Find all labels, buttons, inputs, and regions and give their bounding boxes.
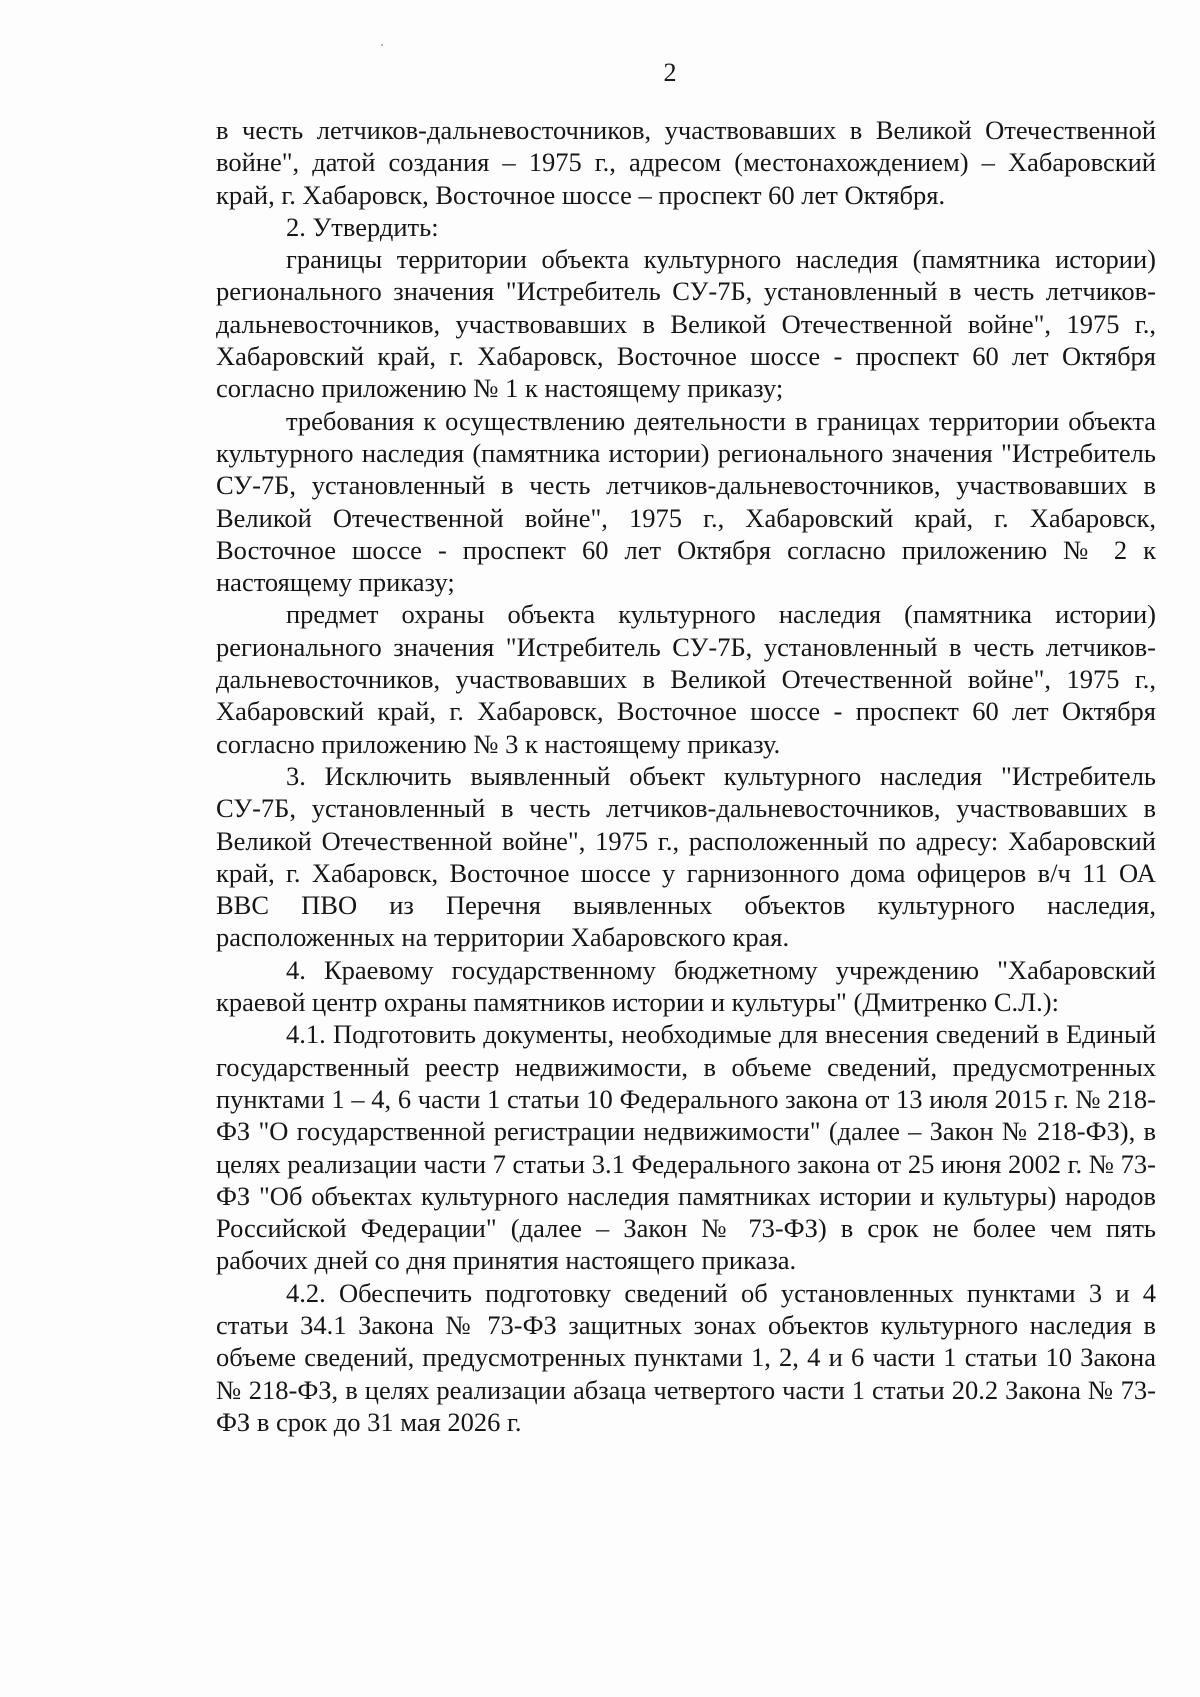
paragraph-item-4-2: 4.2. Обеспечить подготовку сведений об установленных пунктами 3 и 4 статьи 34.1 Закона № 73-ФЗ защитных зонах объектов культурного наследия в объеме сведений, предусмотренных пунктами 1, 2, 4 и 6 части 1 статьи 10 Закона № 218-ФЗ, в целях реализации абзаца четвертого части 1 статьи 20.2 Закона № 73-ФЗ в срок до 31 мая 2026 г. (216, 1277, 1156, 1437)
paragraph-continuation: в честь летчиков-дальневосточников, участвовавших в Великой Отечественной войне", датой создания – 1975 г., адресом (местонахождением) – Хабаровский край, г. Хабаровск, Восточное шоссе – проспект 60 лет Октября. (216, 115, 1156, 210)
document-body (216, 114, 1156, 1438)
paragraph-item-2: 2. Утвердить: (286, 211, 439, 242)
page-number: 2 (663, 58, 677, 87)
scan-speck (381, 44, 383, 46)
paragraph-item-4: 4. Краевому государственному бюджетному учреждению "Хабаровский краевой центр охраны памятников истории и культуры" (Дмитренко С.Л.): (216, 954, 1156, 1018)
paragraph-requirements: требования к осуществлению деятельности в границах территории объекта культурного наследия (памятника истории) регионального значения "Истребитель СУ-7Б, установленный в честь летчиков-дальневосточников, участвовавших в Великой Отечественной войне", 1975 г., Хабаровский край, г. Хабаровск, Восточное шоссе - проспект 60 лет Октября согласно приложению № 2 к настоящему приказу; (216, 405, 1156, 598)
paragraph-item-3: 3. Исключить выявленный объект культурного наследия "Истребитель СУ-7Б, установленный в честь летчиков-дальневосточников, участвовавших в Великой Отечественной войне", 1975 г., расположенный по адресу: Хабаровский край, г. Хабаровск, Восточное шоссе у гарнизонного дома офицеров в/ч 11 ОА ВВС ПВО из Перечня выявленных объектов культурного наследия, расположенных на территории Хабаровского края. (216, 760, 1156, 953)
paragraph-boundaries: границы территории объекта культурного наследия (памятника истории) регионального значения "Истребитель СУ-7Б, установленный в честь летчиков-дальневосточников, участвовавших в Великой Отечественной войне", 1975 г., Хабаровский край, г. Хабаровск, Восточное шоссе - проспект 60 лет Октября согласно приложению № 1 к настоящему приказу; (216, 244, 1156, 404)
paragraph-item-4-1: 4.1. Подготовить документы, необходимые для внесения сведений в Единый государственный реестр недвижимости, в объеме сведений, предусмотренных пунктами 1 – 4, 6 части 1 статьи 10 Федерального закона от 13 июля 2015 г. № 218-ФЗ "О государственной регистрации недвижимости" (далее – Закон № 218-ФЗ), в целях реализации части 7 статьи 3.1 Федерального закона от 25 июня 2002 г. № 73-ФЗ "Об объектах культурного наследия памятниках истории и культуры) народов Российской Федерации" (далее – Закон № 73-ФЗ) в срок не более чем пять рабочих дней со дня принятия настоящего приказа. (216, 1019, 1156, 1276)
paragraph-protection-subject: предмет охраны объекта культурного наследия (памятника истории) регионального значения "Истребитель СУ-7Б, установленный в честь летчиков-дальневосточников, участвовавших в Великой Отечественной войне", 1975 г., Хабаровский край, г. Хабаровск, Восточное шоссе - проспект 60 лет Октября согласно приложению № 3 к настоящему приказу. (216, 599, 1156, 759)
